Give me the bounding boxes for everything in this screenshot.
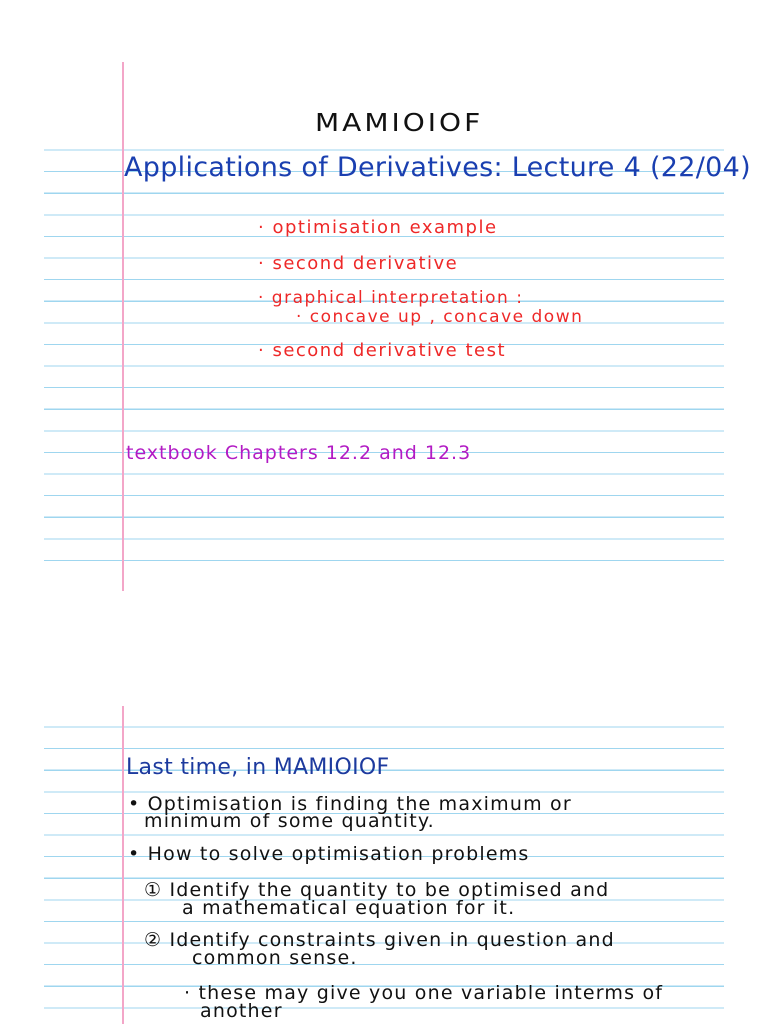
textbook-reference: textbook Chapters 12.2 and 12.3 [126,442,472,464]
margin-line-bottom-1 [122,571,124,591]
note-line: ② Identify constraints given in question and [144,929,615,951]
note-line: • How to solve optimisation problems [128,843,530,865]
note-line: another [200,1000,283,1022]
note-line: common sense. [192,947,358,969]
note-line: • Optimisation is finding the maximum or [128,793,572,815]
topic-item: · second derivative test [258,340,507,361]
page-margin-line [122,129,124,571]
recap-heading: Last time, in MAMIOIOF [126,755,390,780]
lecture-heading: Applications of Derivatives: Lecture 4 (22/04) [124,152,751,183]
topic-item: · second derivative [258,253,459,274]
topic-subitem: · concave up , concave down [296,307,584,327]
topic-item: · optimisation example [258,217,498,238]
note-line: a mathematical equation for it. [182,897,516,919]
page-margin-line [122,706,124,1024]
topic-item: · graphical interpretation : [258,288,524,308]
notebook-page-2 [44,706,724,1024]
note-line: · these may give you one variable interms of [184,982,664,1004]
margin-line-top-1 [122,62,124,129]
note-line: minimum of some quantity. [144,810,435,832]
note-line: ① Identify the quantity to be optimised and [144,879,610,901]
course-code-title: MAMIOIOF [315,107,484,138]
